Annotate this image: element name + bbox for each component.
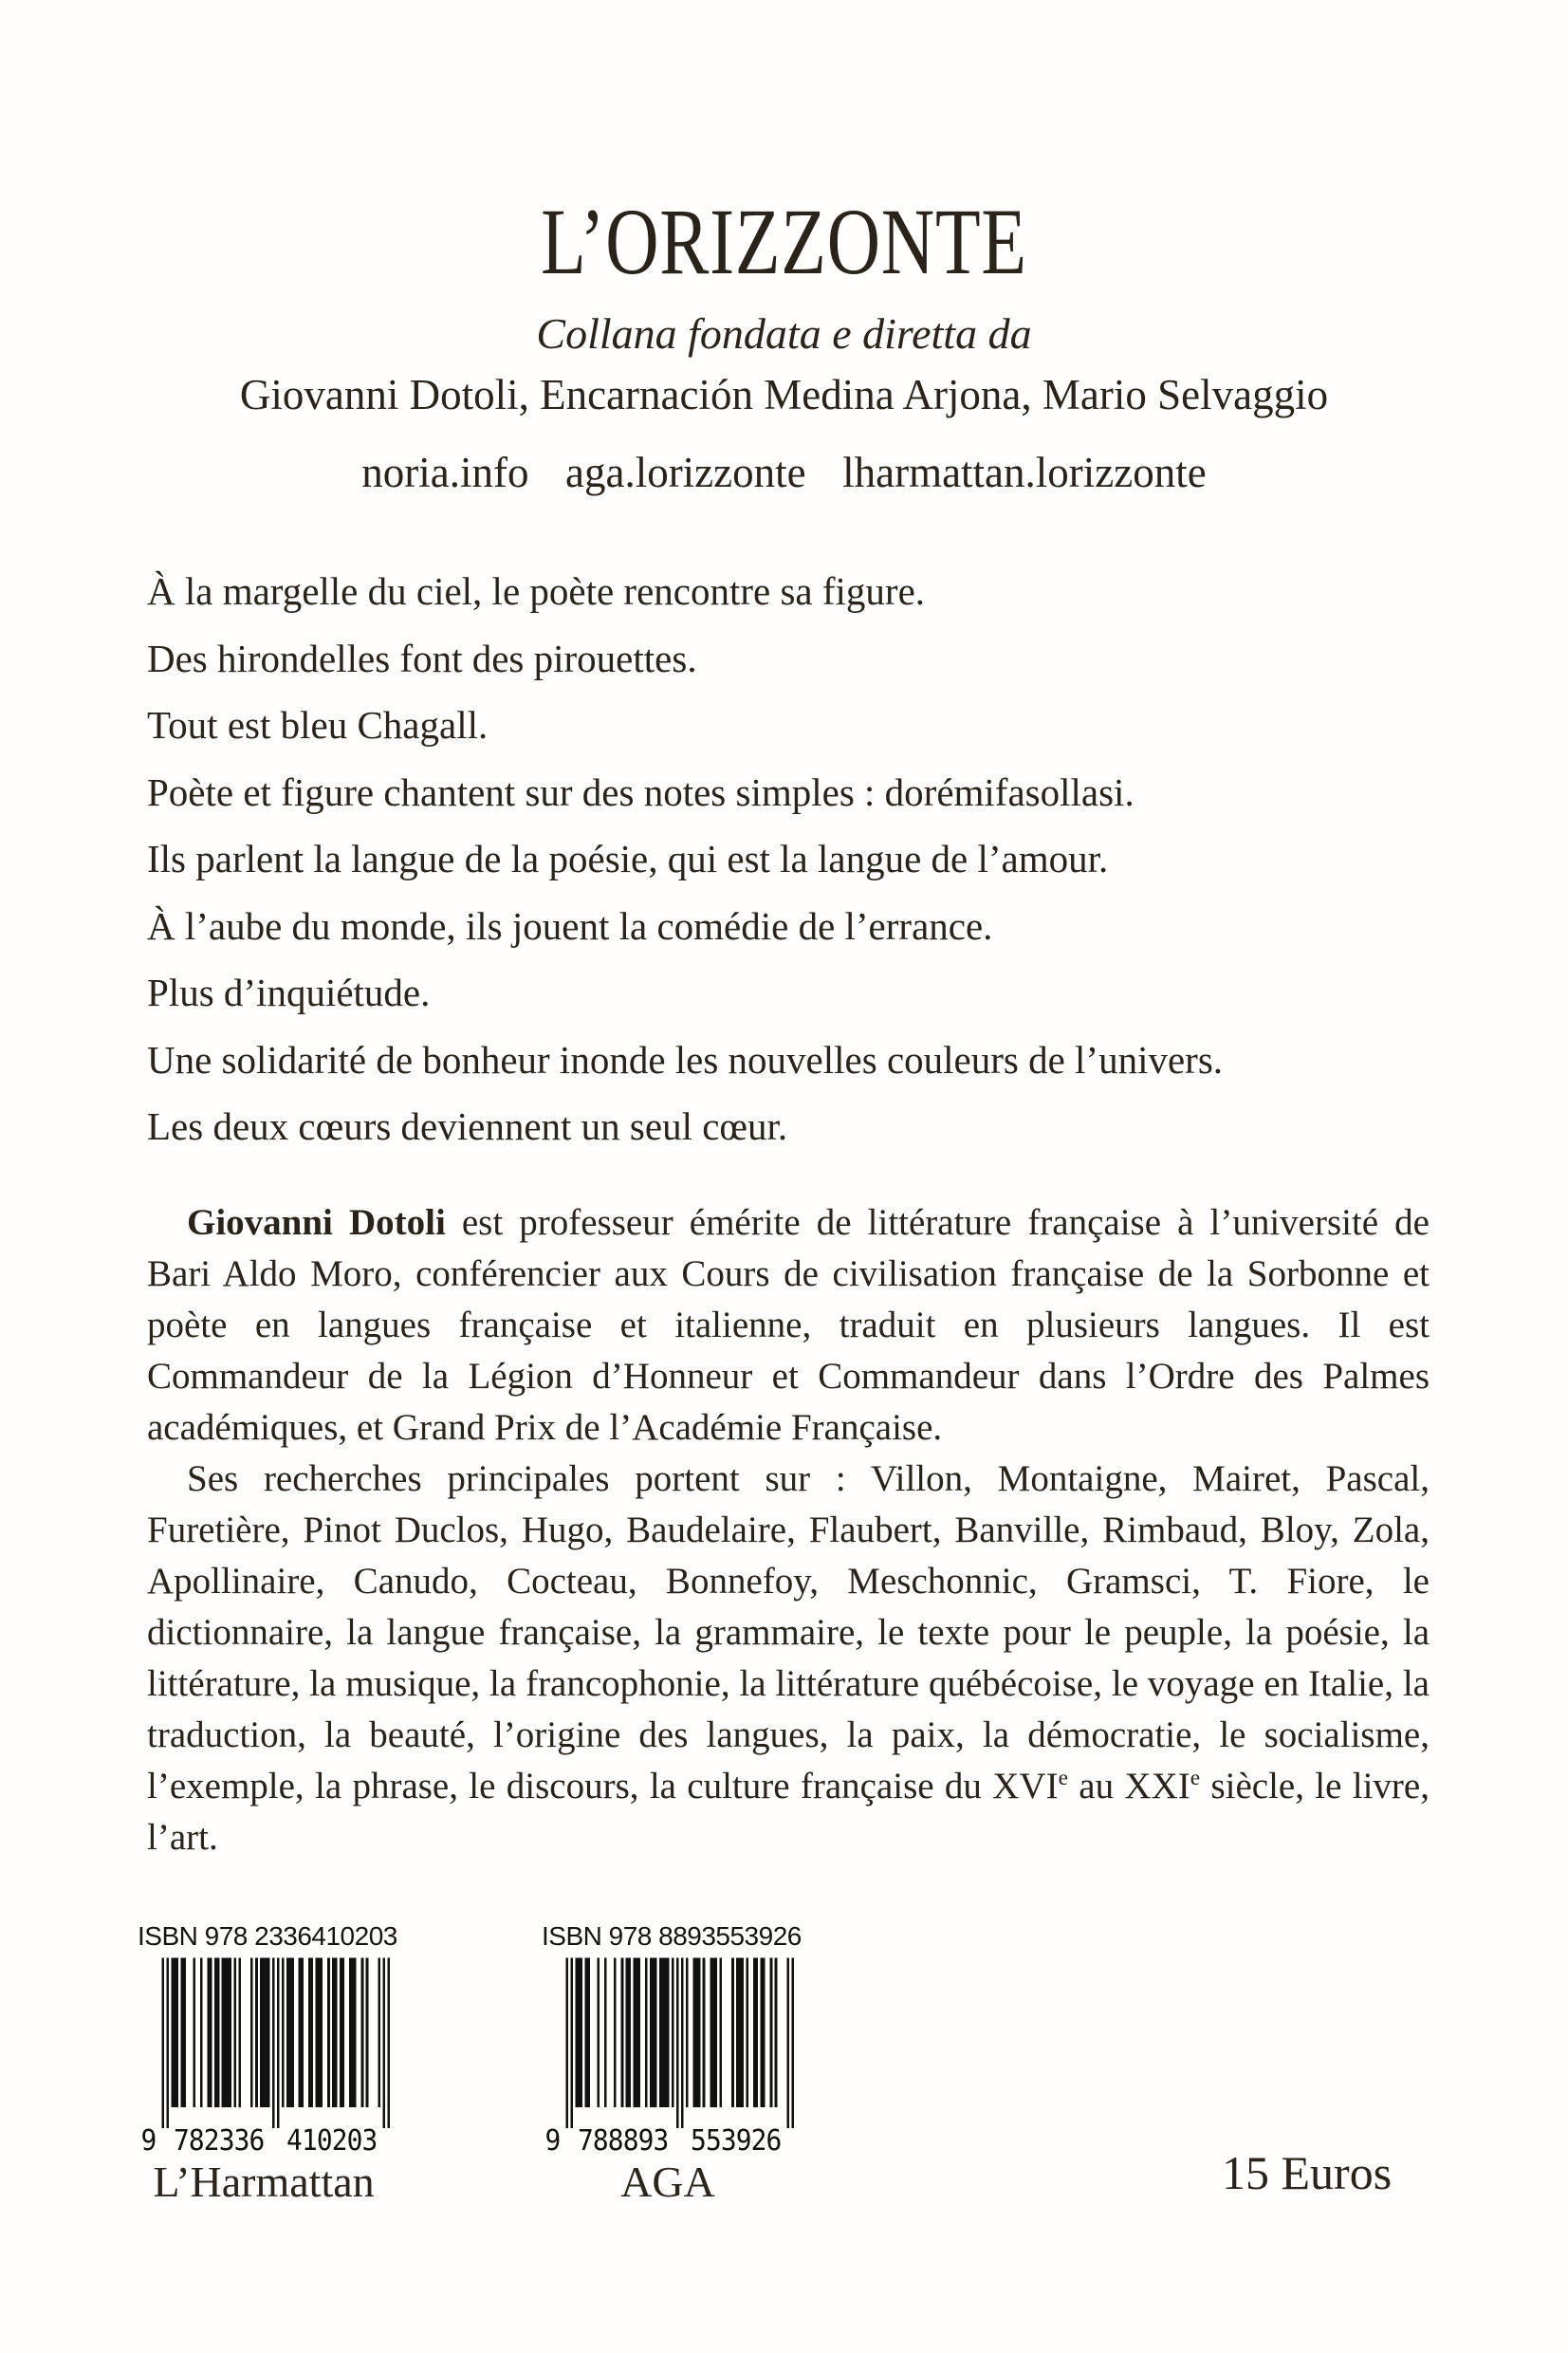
- barcode-block-harmattan: [138, 1920, 397, 2207]
- barcode-block-aga: [542, 1920, 802, 2207]
- poem-line: Poète et figure chantent sur des notes simples : dorémifasollasi.: [147, 769, 1134, 814]
- poem-blurb: [147, 558, 1428, 1160]
- svg-text:9: 9: [140, 2122, 157, 2154]
- poem-line: Tout est bleu Chagall.: [147, 703, 489, 747]
- author-name: Giovanni Dotoli: [187, 1202, 446, 1243]
- century-superscript: e: [1190, 1766, 1201, 1790]
- poem-line: Une solidarité de bonheur inonde les nouvelles couleurs de l’univers.: [147, 1037, 1224, 1082]
- svg-text:553926: 553926: [691, 2122, 783, 2154]
- isbn-label: ISBN 978 2336410203: [138, 1921, 397, 1951]
- bio-paragraph-1-text: est professeur émérite de littérature française à l’université de Bari Aldo Moro, conférencier aux Cours de civilisation française de la Sorbonne et poète en langues française et italienne, traduit en plusieurs langues. Il est Commandeur de la Légion d’Honneur et Commandeur dans l’Ordre des Palmes académiques, et Grand Prix de l’Académie Française.: [147, 1202, 1430, 1448]
- poem-line: À la margelle du ciel, le poète rencontre sa figure.: [147, 569, 926, 613]
- poem-line: Les deux cœurs deviennent un seul cœur.: [147, 1104, 788, 1148]
- svg-text:9: 9: [544, 2122, 562, 2154]
- series-title: L’ORIZZONTE: [541, 189, 1027, 294]
- price-label: 15 Euros: [1222, 2146, 1393, 2199]
- svg-text:410203: 410203: [286, 2122, 378, 2154]
- poem-line: Ils parlent la langue de la poésie, qui est la langue de l’amour.: [147, 837, 1109, 880]
- bio-paragraph-2-text: Ses recherches principales portent sur : Villon, Montaigne, Mairet, Pascal, Furetière, Pinot Duclos, Hugo, Baudelaire, Flaubert, Banville, Rimbaud, Bloy, Zola, Apollinaire, Canudo, Cocteau, Bonnefoy, Meschonnic, Gramsci, T. Fiore, le dictionnaire, la langue française, la grammaire, le texte pour le peuple, la poésie, la littérature, la musique, la francophonie, la littérature québécoise, le voyage en Italie, la traduction, la beauté, l’origine des langues, la paix, la démocratie, le socialisme, l’exemple, la phrase, le discours, la culture française du XVI: [147, 1458, 1430, 1806]
- poem-line: À l’aube du monde, ils jouent la comédie de l’errance.: [147, 903, 993, 948]
- publisher-name: L’Harmattan: [153, 2158, 375, 2206]
- series-websites: noria.info aga.lorizzonte lharmattan.lorizzonte: [361, 449, 1207, 496]
- ean13-barcode: [542, 1953, 794, 2154]
- poem-line: Des hirondelles font des pirouettes.: [147, 636, 697, 680]
- series-directors: Giovanni Dotoli, Encarnación Medina Arjona, Mario Selvaggio: [239, 371, 1329, 418]
- ean13-barcode: [138, 1953, 390, 2154]
- svg-text:788893: 788893: [578, 2122, 670, 2154]
- poem-line: Plus d’inquiétude.: [147, 971, 431, 1014]
- publisher-name: AGA: [620, 2158, 715, 2206]
- bio-paragraph-1: [147, 1197, 1430, 1454]
- century-superscript: e: [1058, 1766, 1068, 1790]
- author-bio: [147, 1197, 1430, 1863]
- svg-text:782336: 782336: [174, 2122, 266, 2154]
- bio-paragraph-2: [147, 1454, 1430, 1863]
- isbn-label: ISBN 978 8893553926: [542, 1921, 802, 1951]
- series-subtitle: Collana fondata e diretta da: [536, 309, 1032, 358]
- bio-paragraph-2-text: au XXI: [1067, 1766, 1190, 1806]
- bio-paragraph-2-text: siècle, le livre, l’art.: [147, 1766, 1430, 1858]
